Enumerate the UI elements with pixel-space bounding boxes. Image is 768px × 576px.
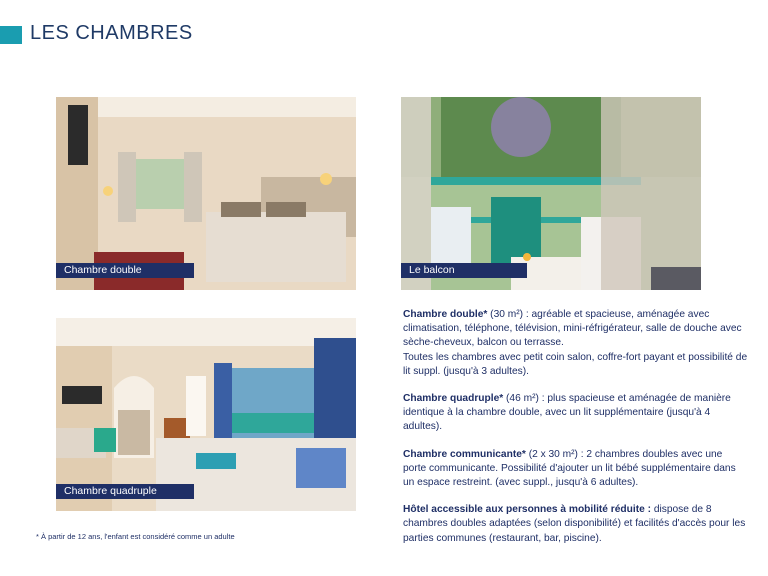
desc-chambre-double bbox=[403, 308, 748, 379]
photo-chambre-double bbox=[56, 97, 356, 290]
photo-caption: Chambre double bbox=[56, 263, 194, 278]
desc-extra: Toutes les chambres avec petit coin salon, coffre-fort payant et possibilité de lit suppl. (jusqu'à 3 adultes). bbox=[403, 351, 748, 377]
desc-text: (30 m²) : agréable et spacieuse, aménagée avec climatisation, téléphone, télévision, mini-réfrigérateur, salle de douche avec sèche-cheveux, balcon ou terrasse. bbox=[403, 309, 742, 349]
desc-label: Chambre double* bbox=[403, 309, 488, 320]
desc-chambre-communicante bbox=[403, 448, 748, 491]
desc-label: Chambre communicante* bbox=[403, 448, 526, 460]
photo-caption: Chambre quadruple bbox=[56, 484, 194, 499]
photo-chambre-quadruple bbox=[56, 318, 356, 511]
desc-text: (46 m²) : plus spacieuse et aménagée de manière identique à la chambre double, avec un lit supplémentaire (jusqu'à 4 adultes). bbox=[403, 393, 731, 433]
photo-caption: Le balcon bbox=[401, 263, 527, 278]
photo-le-balcon bbox=[401, 97, 701, 290]
desc-label: Chambre quadruple* bbox=[403, 393, 504, 405]
desc-text: (2 x 30 m²) : 2 chambres doubles avec une porte communicante. Possibilité d'ajouter un lit bébé supplémentaire dans un espace restreint. (avec suppl., jusqu'à 6 adultes). bbox=[403, 448, 736, 489]
desc-chambre-quadruple bbox=[403, 392, 748, 435]
desc-accessibilite bbox=[403, 503, 748, 546]
page-title: LES CHAMBRES bbox=[30, 22, 193, 44]
desc-label: Hôtel accessible aux personnes à mobilité réduite : bbox=[403, 504, 651, 516]
footnote: * À partir de 12 ans, l'enfant est considéré comme un adulte bbox=[36, 532, 235, 541]
room-descriptions bbox=[403, 308, 748, 559]
desc-text: dispose de 8 chambres doubles adaptées (selon disponibilité) et facilités d'accès pour les parties communes (restaurant, bar, piscine). bbox=[403, 504, 746, 544]
title-accent-bar bbox=[0, 26, 22, 44]
